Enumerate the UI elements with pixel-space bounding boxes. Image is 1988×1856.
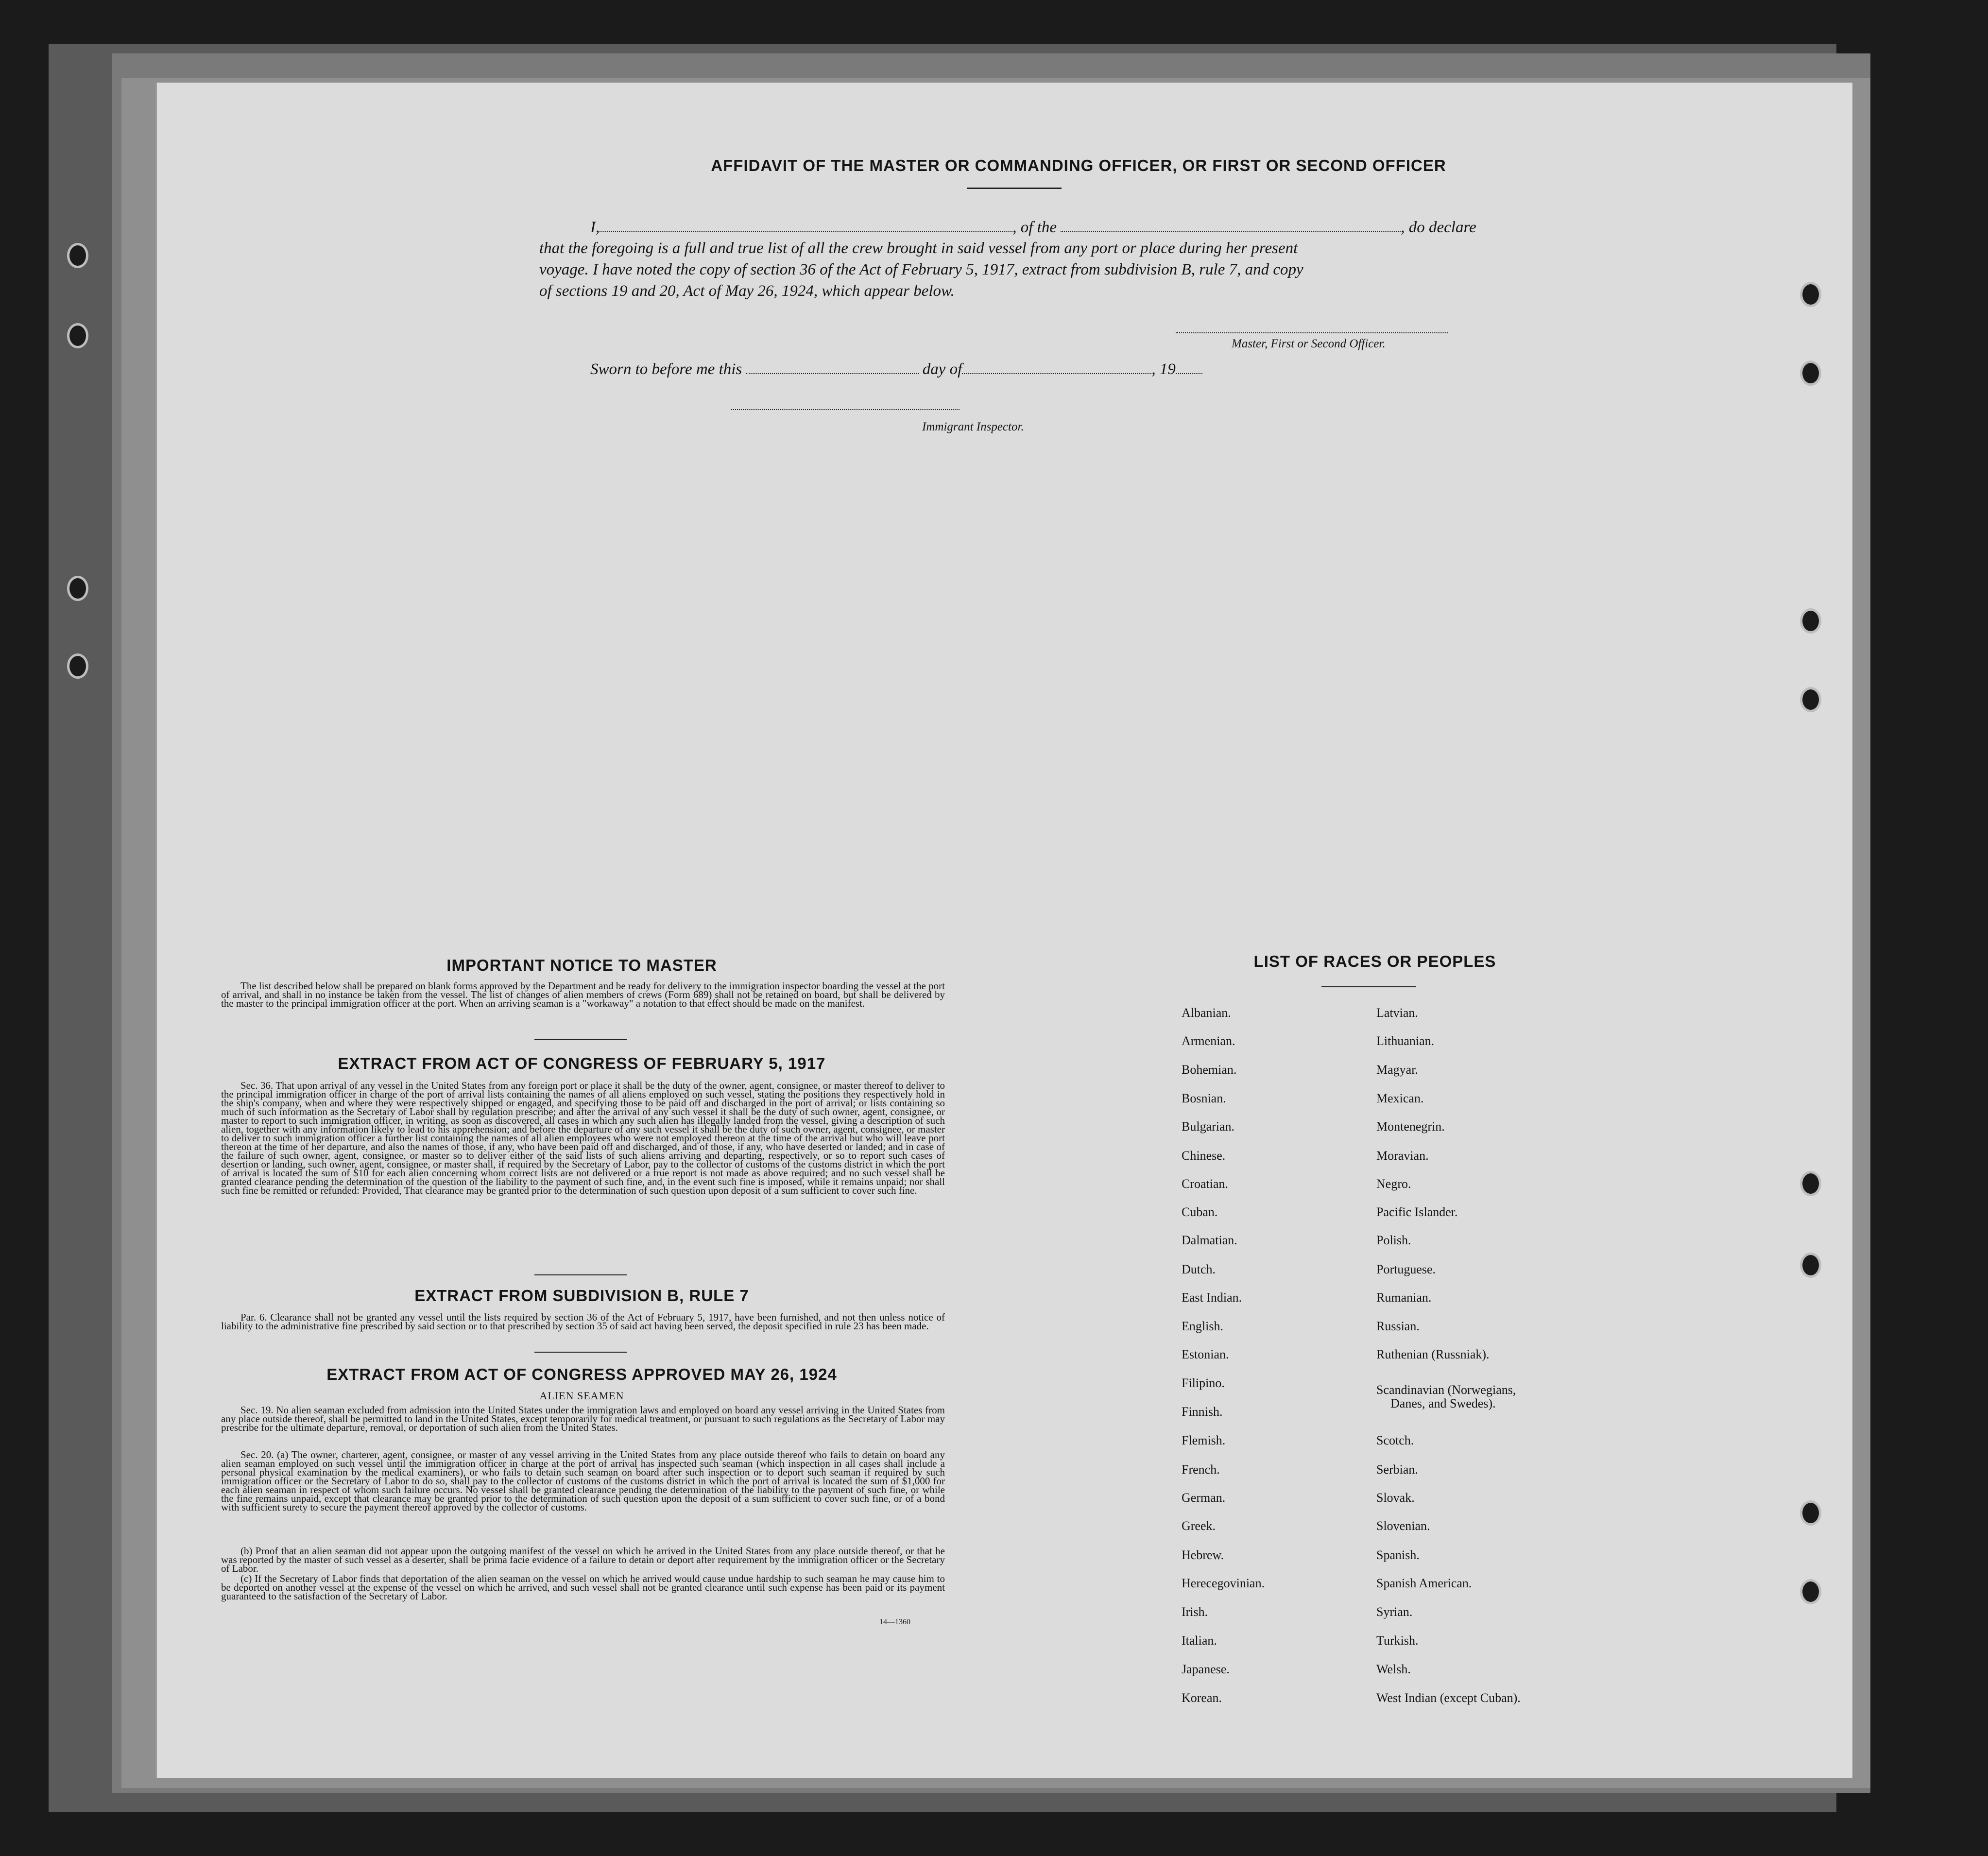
- sworn-day-field[interactable]: [746, 361, 919, 374]
- race-item: Bulgarian.: [1182, 1119, 1235, 1134]
- race-item: Turkish.: [1376, 1633, 1419, 1648]
- sworn-text-start: Sworn to before me this: [590, 361, 742, 378]
- race-item: Spanish American.: [1376, 1576, 1472, 1590]
- race-item: Moravian.: [1376, 1149, 1429, 1163]
- notice-rule: [534, 1039, 627, 1040]
- punch-hole: [67, 653, 88, 679]
- sworn-text-end: , 19: [1151, 361, 1176, 378]
- affidavit-line-2: that the foregoing is a full and true list of all the crew brought in said vessel from any port or place during her present: [539, 240, 1298, 257]
- race-item: Rumanian.: [1376, 1290, 1432, 1305]
- race-item: Slovak.: [1376, 1491, 1415, 1505]
- races-title: LIST OF RACES OR PEOPLES: [1253, 952, 1496, 970]
- affidavit-line-3: voyage. I have noted the copy of section 36 of the Act of February 5, 1917, extract from subdivision B, rule 7, and copy: [539, 261, 1303, 278]
- race-item: Scandinavian (Norwegians,: [1376, 1383, 1516, 1397]
- extract-1917-title: EXTRACT FROM ACT OF CONGRESS OF FEBRUARY 5, 1917: [338, 1054, 826, 1072]
- race-item: Pacific Islander.: [1376, 1205, 1458, 1219]
- extract-1924-title: EXTRACT FROM ACT OF CONGRESS APPROVED MAY 26, 1924: [326, 1365, 837, 1383]
- race-item: Scotch.: [1376, 1433, 1414, 1447]
- extract-1917-body: Sec. 36. That upon arrival of any vessel in the United States from any foreign port or place it shall be the duty of the owner, agent, consignee, or master thereof to deliver to the principal immigration officer in charge of the port of arrival lists containing the names of all aliens employed on such vessel, stating the positions they respectively hold in the ship's company, when and where they were respectively shipped or engaged, and specifying those to be paid off and discharged in the port of arrival; or lists containing so much of such information as the Secretary of Labor shall by regulation prescribe; and after the arrival of any such vessel it shall be the duty of such owner, agent, consignee, or master to report to such immigration officer, in writing, as soon as discovered, all cases in which any such alien has illegally landed from the vessel, giving a description of such alien, together with any information likely to lead to his apprehension; and before the departure of any such vessel it shall be the duty of such owner, agent, consignee, or master to deliver to such immigration officer a further list containing the names of all alien employees who were not employed thereon at the time of the arrival but who will leave port thereon at the time of her departure, and also the names of those, if any, who have been paid off and discharged, and of those, if any, who have deserted or landed; and in case of the failure of such owner, agent, consignee, or master so to deliver either of the said lists of such aliens arriving and departing, respectively, or so to report such cases of desertion or landing, such owner, agent, consignee, or master shall, if required by the Secretary of Labor, pay to the collector of customs of the customs district in which the port of arrival is located the sum of $10 for each alien concerning whom correct lists are not delivered or a true report is not made as above required; and no such vessel shall be granted clearance pending the determination of the question of the liability to the payment of such fine, and, in the event such fine is imposed, while it remains unpaid; nor shall such fine be remitted or refunded: Provided, That clearance may be granted prior to the determination of such question upon deposit of a sum sufficient to cover such fine.: [221, 1080, 945, 1196]
- punch-hole: [1800, 1500, 1821, 1526]
- punch-hole: [67, 576, 88, 601]
- sworn-month-field[interactable]: [962, 361, 1151, 374]
- race-item: Russian.: [1376, 1319, 1420, 1333]
- race-item: Chinese.: [1182, 1149, 1226, 1163]
- master-name-field[interactable]: [600, 219, 1012, 232]
- race-item: Dalmatian.: [1182, 1233, 1237, 1247]
- sworn-text-mid: day of: [922, 361, 962, 378]
- race-item: Korean.: [1182, 1691, 1222, 1705]
- race-item: Serbian.: [1376, 1462, 1418, 1477]
- race-item: Albanian.: [1182, 1006, 1231, 1020]
- punch-hole: [1800, 1579, 1821, 1604]
- inspector-signature-field[interactable]: [731, 409, 960, 410]
- extract-rule7-body: Par. 6. Clearance shall not be granted any vessel until the lists required by section 36 of the Act of February 5, 1917, have been furnished, and not then unless notice of liability to the administrative fine prescribed by said section or to that prescribed by section 35 of said act having been served, the deposit specified in rule 23 has been made.: [221, 1311, 945, 1332]
- race-item: Bohemian.: [1182, 1063, 1237, 1077]
- race-item: Slovenian.: [1376, 1519, 1430, 1533]
- race-item: Italian.: [1182, 1633, 1217, 1648]
- race-item: Croatian.: [1182, 1177, 1229, 1191]
- race-item: Dutch.: [1182, 1262, 1216, 1276]
- race-item: Cuban.: [1182, 1205, 1218, 1219]
- punch-hole: [67, 323, 88, 348]
- punch-hole: [1800, 608, 1821, 634]
- race-item: Danes, and Swedes).: [1390, 1396, 1496, 1410]
- affidavit-line-1-end: , do declare: [1401, 219, 1476, 236]
- race-item: Greek.: [1182, 1519, 1216, 1533]
- race-item: Herecegovinian.: [1182, 1576, 1265, 1590]
- race-item: German.: [1182, 1491, 1226, 1505]
- punch-hole: [1800, 361, 1821, 386]
- form-number: 14—1360: [879, 1618, 910, 1626]
- extract-1924-sec20b: (b) Proof that an alien seaman did not appear upon the outgoing manifest of the vessel on which he arrived in the United States from any place outside thereof, or that he was reported by the master of such vessel as a deserter, shall be prima facie evidence of a failure to detain or deport after requirement by the immigration officer or the Secretary of Labor.: [221, 1545, 945, 1574]
- race-item: Mexican.: [1376, 1091, 1424, 1105]
- extract-1924-sec20c: (c) If the Secretary of Labor finds that deportation of the alien seaman on the vessel on which he arrived would cause undue hardship to such seaman he may cause him to be deported on another vessel at the expense of the vessel on which he arrived, and such vessel shall not be granted clearance until such expense has been paid or its payment guaranteed to the satisfaction of the Secretary of Labor.: [221, 1573, 945, 1602]
- race-item: Bosnian.: [1182, 1091, 1226, 1105]
- affidavit-title: AFFIDAVIT OF THE MASTER OR COMMANDING OFFICER, OR FIRST OR SECOND OFFICER: [711, 156, 1446, 174]
- extract-1917-rule: [534, 1274, 627, 1275]
- document-page: [155, 83, 1852, 1778]
- affidavit-line-4: of sections 19 and 20, Act of May 26, 1924, which appear below.: [539, 282, 955, 300]
- extract-rule7-rule: [534, 1352, 627, 1353]
- race-item: East Indian.: [1182, 1290, 1242, 1305]
- extract-rule7-title: EXTRACT FROM SUBDIVISION B, RULE 7: [414, 1287, 749, 1305]
- punch-hole: [1800, 1253, 1821, 1278]
- affidavit-title-rule: [967, 188, 1062, 189]
- punch-hole: [1800, 1171, 1821, 1196]
- race-item: Portuguese.: [1376, 1262, 1436, 1276]
- race-item: Polish.: [1376, 1233, 1411, 1247]
- race-item: Magyar.: [1376, 1063, 1418, 1077]
- notice-title: IMPORTANT NOTICE TO MASTER: [446, 956, 717, 974]
- race-item: Montenegrin.: [1376, 1119, 1445, 1134]
- punch-hole: [1800, 282, 1821, 307]
- punch-hole: [67, 243, 88, 268]
- signature-caption: Master, First or Second Officer.: [1232, 337, 1386, 350]
- race-item: Welsh.: [1376, 1662, 1411, 1676]
- race-item: West Indian (except Cuban).: [1376, 1691, 1521, 1705]
- race-item: Syrian.: [1376, 1605, 1413, 1619]
- inspector-caption: Immigrant Inspector.: [922, 420, 1024, 433]
- race-item: Armenian.: [1182, 1034, 1235, 1048]
- race-item: Latvian.: [1376, 1006, 1418, 1020]
- race-item: Hebrew.: [1182, 1548, 1224, 1562]
- sworn-year-field[interactable]: [1176, 361, 1202, 374]
- race-item: Lithuanian.: [1376, 1034, 1435, 1048]
- race-item: Estonian.: [1182, 1347, 1229, 1361]
- race-item: Irish.: [1182, 1605, 1208, 1619]
- notice-body: The list described below shall be prepared on blank forms approved by the Department and be ready for delivery to the immigration inspector boarding the vessel at the port of arrival, and shall in no instance be taken from the vessel. The list of changes of alien members of crews (Form 689) shall not be retained on board, but shall be delivered by the master to the principal immigration officer at the port. When an arriving seaman is a "workaway" a notation to that effect should be made on the manifest.: [221, 980, 945, 1009]
- race-item: Japanese.: [1182, 1662, 1230, 1676]
- race-item: English.: [1182, 1319, 1223, 1333]
- extract-1924-sec19: Sec. 19. No alien seaman excluded from admission into the United States under the immigration laws and employed on board any vessel arriving in the United States from any place outside thereof, shall be permitted to land in the United States, except temporarily for medical treatment, or pursuant to such regulations as the Secretary of Labor may prescribe for the ultimate departure, removal, or deportation of such alien from the United States.: [221, 1404, 945, 1433]
- race-item: Filipino.: [1182, 1376, 1225, 1390]
- punch-hole: [1800, 687, 1821, 712]
- master-signature-field[interactable]: [1176, 332, 1448, 333]
- race-item: Flemish.: [1182, 1433, 1226, 1447]
- vessel-name-field[interactable]: [1061, 219, 1401, 232]
- race-item: French.: [1182, 1462, 1220, 1477]
- affidavit-line-1-start: I,: [590, 219, 600, 236]
- race-item: Ruthenian (Russniak).: [1376, 1347, 1490, 1361]
- extract-1924-sec20a: Sec. 20. (a) The owner, charterer, agent, consignee, or master of any vessel arriving in the United States from any place outside thereof who fails to detain on board any alien seaman employed on such vessel until the immigration officer in charge at the port of arrival has inspected such seaman (which inspection in all cases shall include a personal physical examination by the medical examiners), or who fails to detain such seaman on board after such inspection or to deport such seaman if required by such immigration officer or the Secretary of Labor to do so, shall pay to the collector of customs of the customs district in which the port of arrival is located the sum of $1,000 for each alien seaman in respect of whom such failure occurs. No vessel shall be granted clearance pending the determination of the liability to the payment of such fine, or while the fine remains unpaid, except that clearance may be granted prior to the determination of such question upon the deposit of a sum sufficient to cover such fine, or of a bond with sufficient surety to secure the payment thereof approved by the collector of customs.: [221, 1449, 945, 1513]
- race-item: Negro.: [1376, 1177, 1411, 1191]
- extract-1924-subtitle: ALIEN SEAMEN: [539, 1390, 624, 1402]
- races-title-rule: [1321, 986, 1416, 987]
- affidavit-line-1: [590, 219, 1476, 237]
- race-item: Spanish.: [1376, 1548, 1420, 1562]
- race-item: Finnish.: [1182, 1405, 1223, 1419]
- sworn-line: [590, 361, 1202, 378]
- affidavit-line-1-mid: , of the: [1012, 219, 1057, 236]
